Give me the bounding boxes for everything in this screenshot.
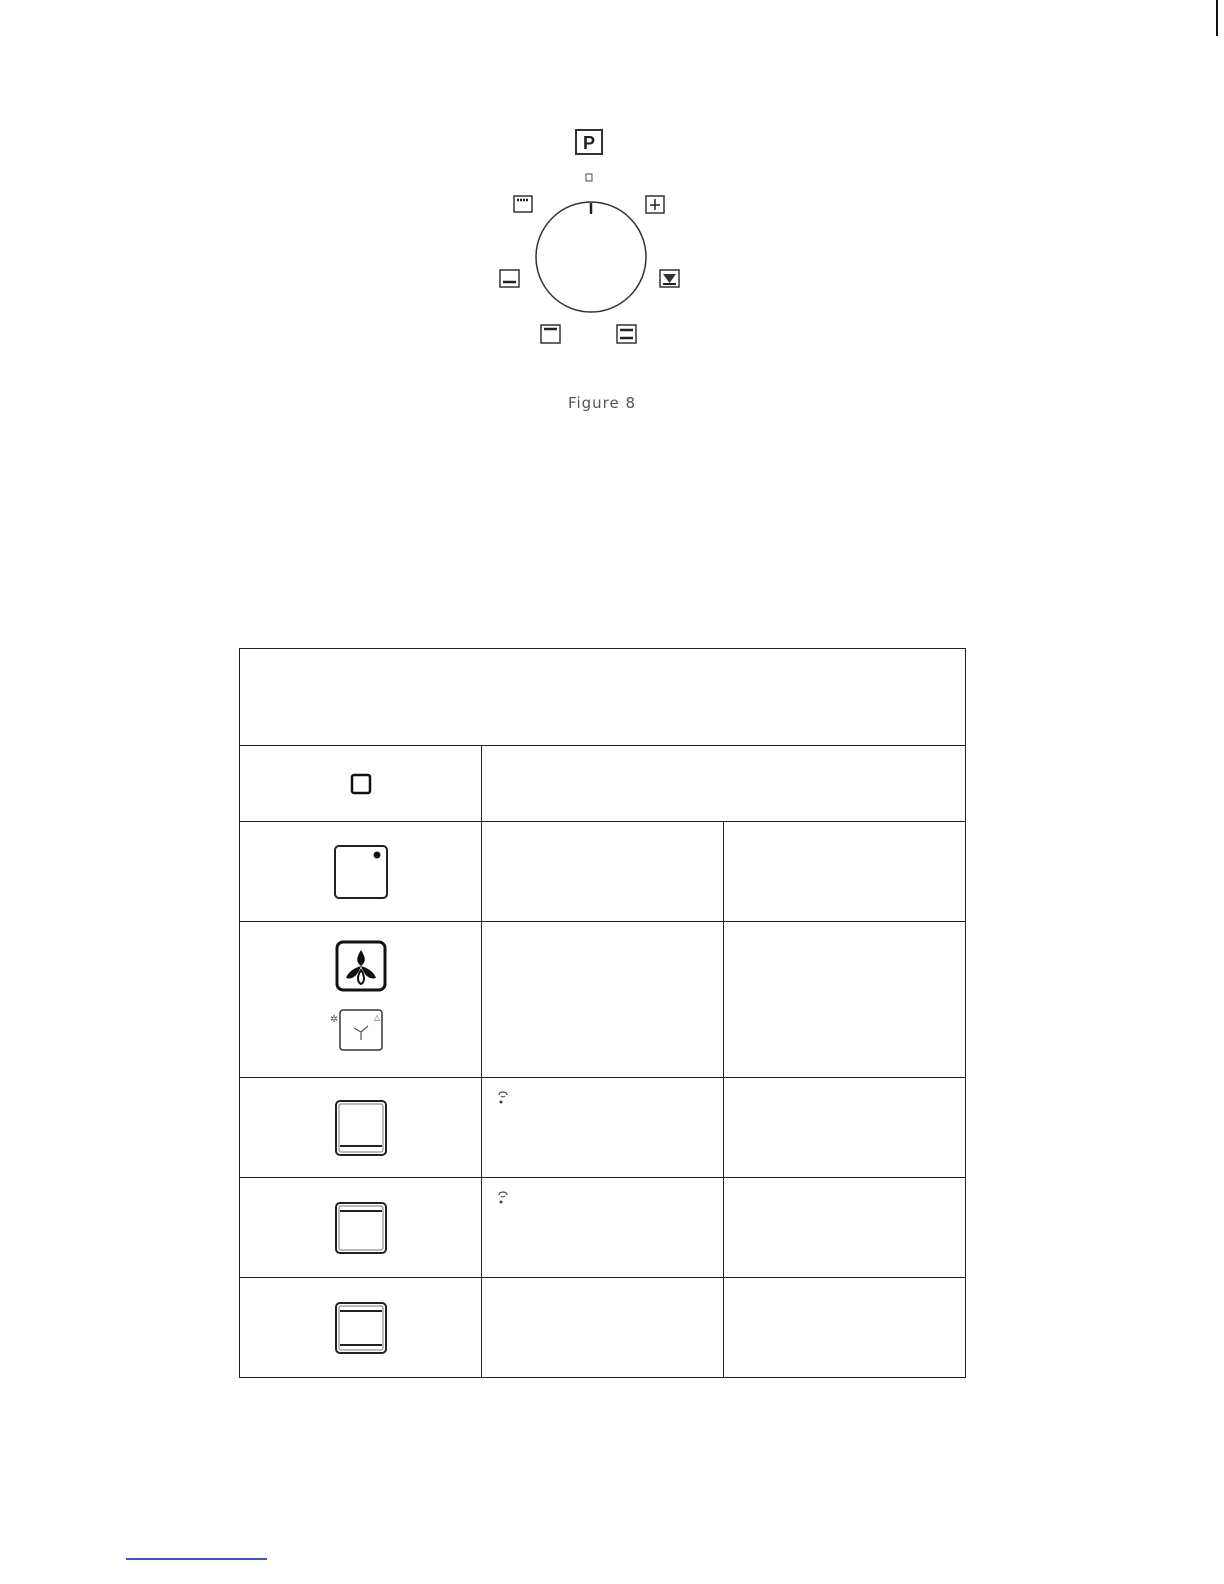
fan-dot-icon <box>496 1190 510 1204</box>
table-mark-cell <box>482 1078 724 1178</box>
svg-text:P: P <box>582 133 596 153</box>
table-text-cell <box>724 822 966 922</box>
table-mark-cell <box>482 1178 724 1278</box>
square-small-icon <box>349 772 373 796</box>
top-bottom-heat-icon <box>333 1300 389 1356</box>
fan-icon <box>326 940 396 1060</box>
table-row <box>240 922 966 1078</box>
fan-grill-icon <box>660 270 679 287</box>
bottom-heat-icon <box>333 1098 389 1158</box>
table-text-cell <box>724 1078 966 1178</box>
table-mark-cell <box>482 922 724 1078</box>
oven-dial-figure <box>470 110 730 380</box>
oven-lamp-icon <box>333 844 389 900</box>
table-mark-cell <box>482 1278 724 1378</box>
table-text-cell <box>482 746 966 822</box>
top-heat-icon <box>541 325 560 343</box>
svg-text:✲: ✲ <box>329 1013 338 1025</box>
table-symbol-cell <box>240 746 482 822</box>
table-symbol-cell <box>240 1178 482 1278</box>
table-text-cell <box>724 1178 966 1278</box>
dial-knob <box>536 202 646 312</box>
table-row <box>240 1178 966 1278</box>
fan-dot-icon <box>496 1090 510 1104</box>
table-symbol-cell <box>240 1278 482 1378</box>
table-row <box>240 1078 966 1178</box>
table-row <box>240 1278 966 1378</box>
table-symbol-cell <box>240 922 482 1078</box>
grill-icon <box>514 196 532 212</box>
table-mark-cell <box>482 822 724 922</box>
table-header-cell <box>240 649 966 746</box>
bottom-heat-icon <box>500 270 519 287</box>
table-symbol-cell <box>240 1078 482 1178</box>
off-marker-icon <box>586 174 592 181</box>
table-row <box>240 822 966 922</box>
table-symbol-cell <box>240 822 482 922</box>
footer-link-underline[interactable] <box>126 1558 267 1560</box>
pizza-icon <box>576 130 602 154</box>
fan-defrost-icon <box>646 196 664 213</box>
table-text-cell <box>724 922 966 1078</box>
page-edge-line <box>1216 0 1218 36</box>
figure-caption: Figure 8 <box>567 394 637 412</box>
oven-functions-table <box>239 648 966 1378</box>
svg-text:△: △ <box>373 1012 380 1022</box>
table-row <box>240 746 966 822</box>
top-bottom-heat-icon <box>617 325 636 343</box>
table-text-cell <box>724 1278 966 1378</box>
top-heat-icon <box>333 1200 389 1256</box>
